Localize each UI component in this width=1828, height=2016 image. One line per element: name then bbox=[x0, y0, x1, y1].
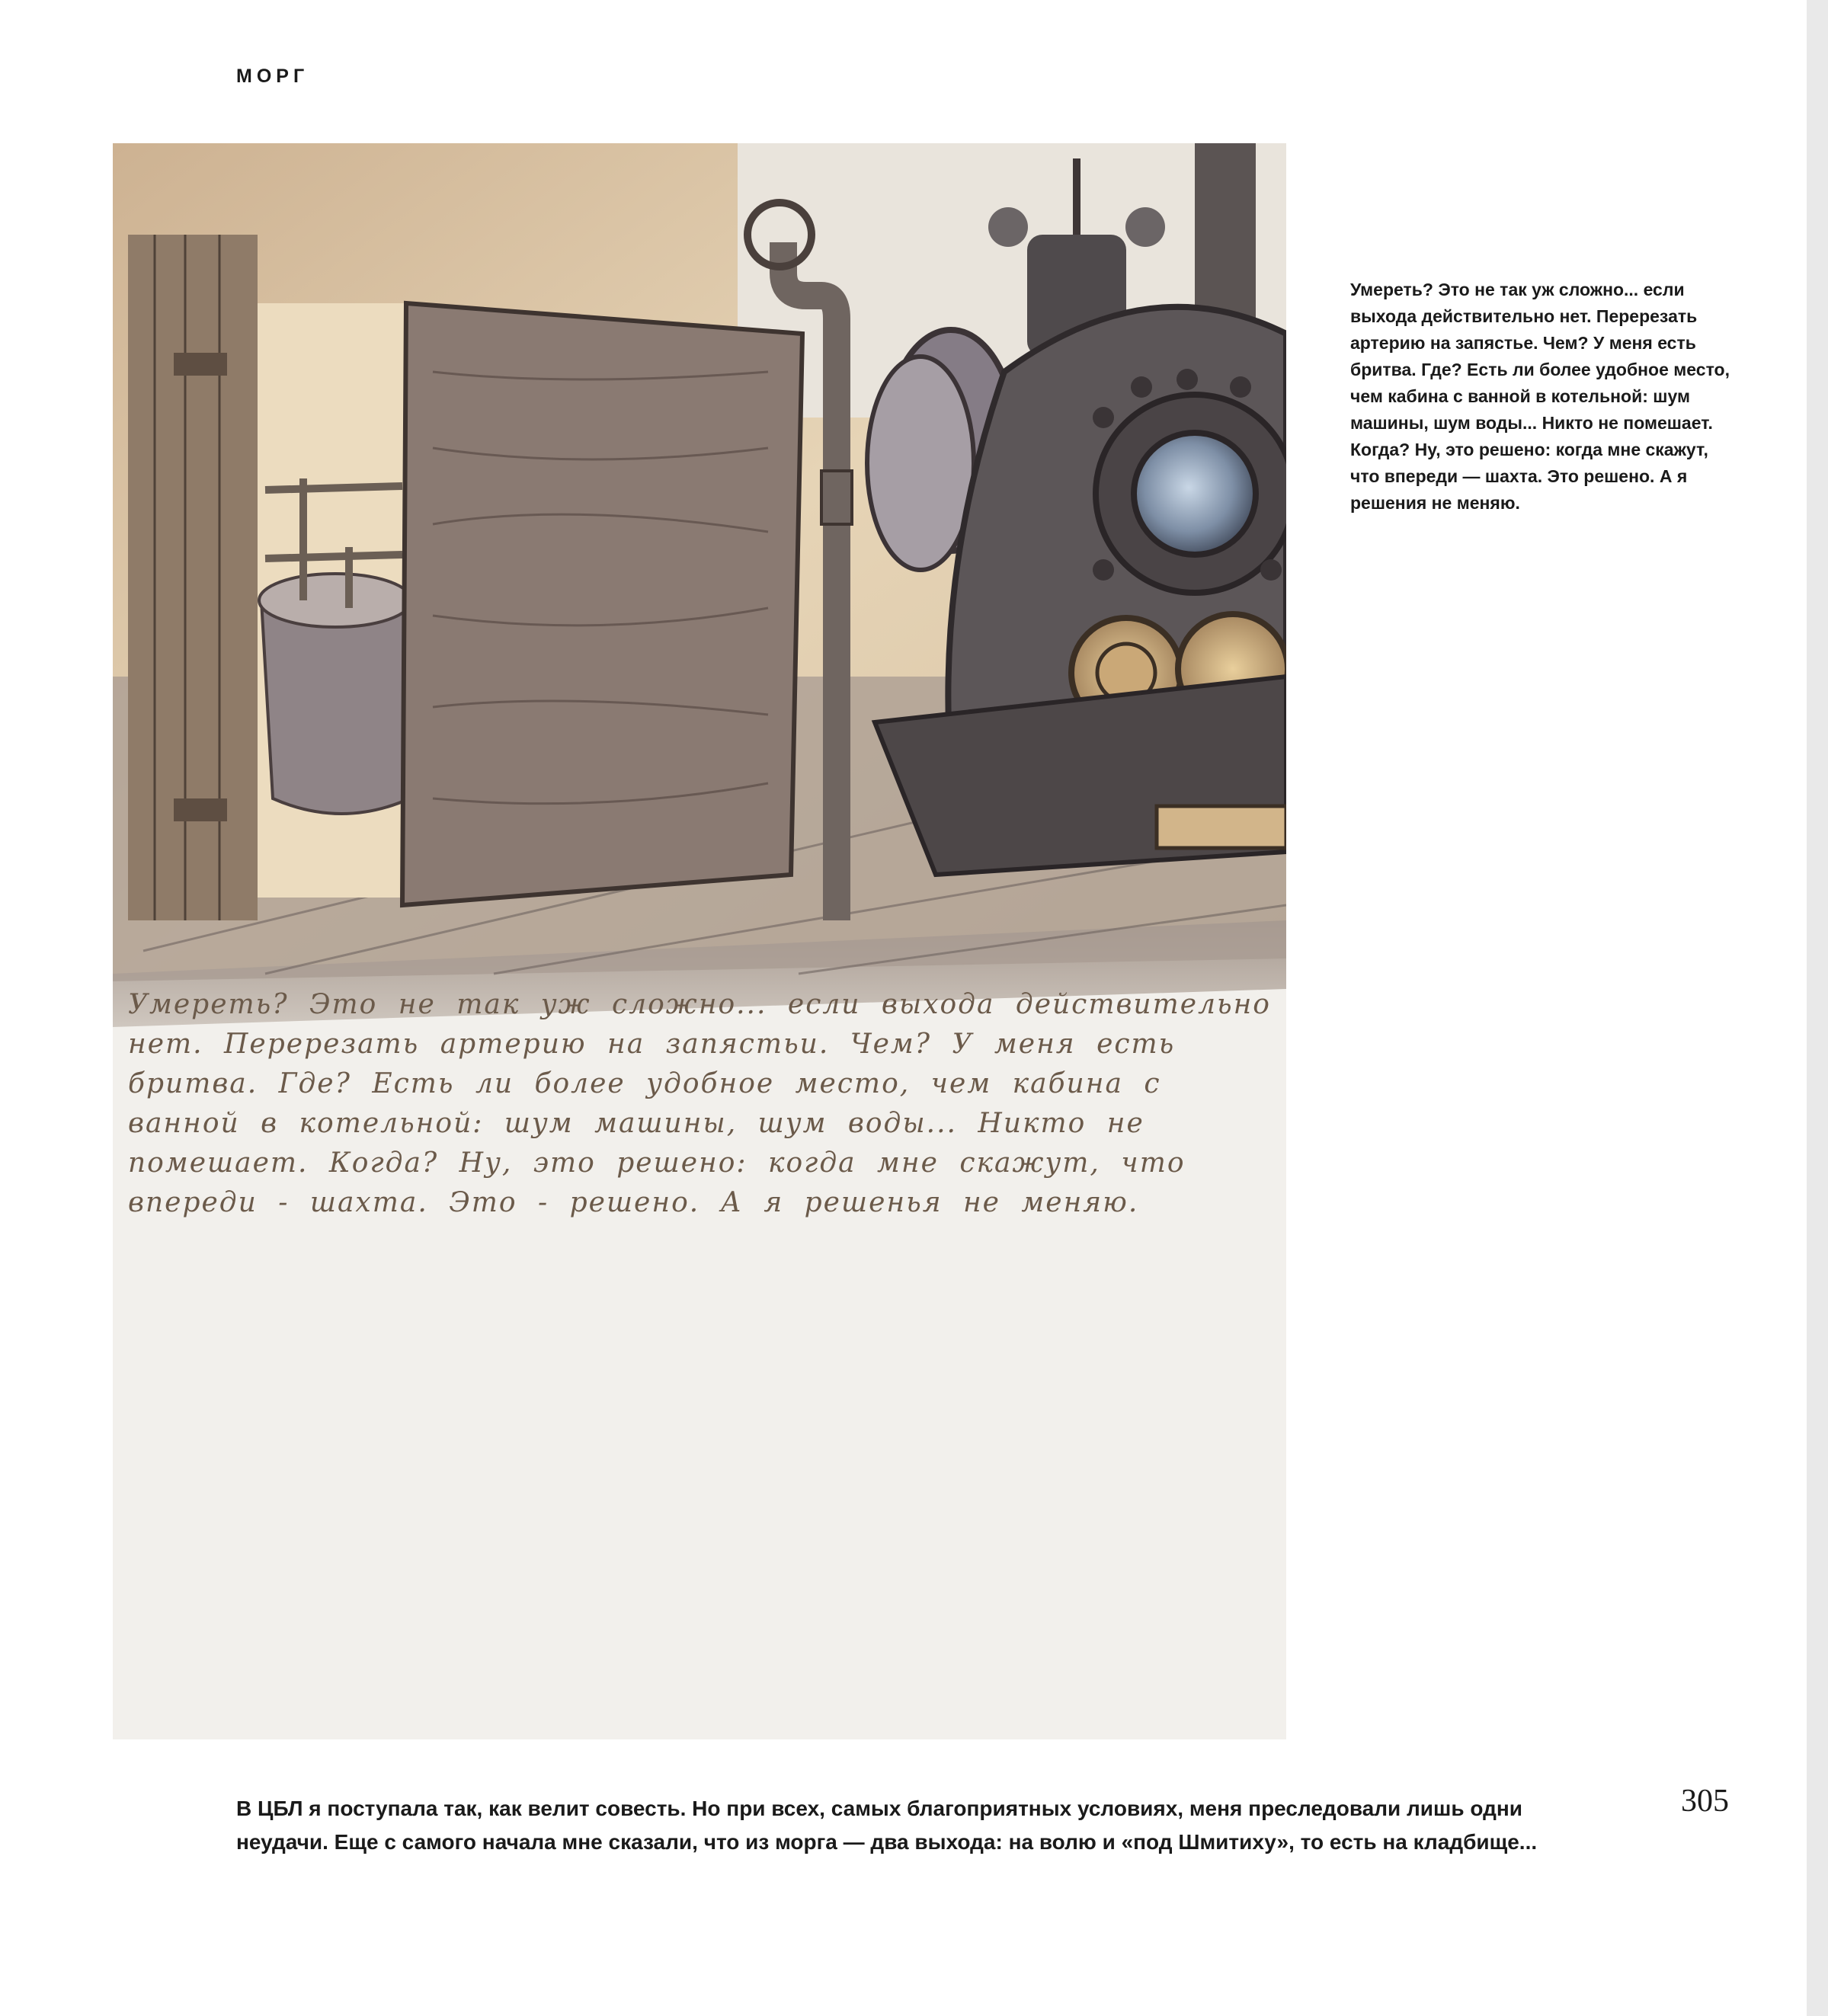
handwritten-caption: Умереть? Это не так уж сложно... если выхода действительно нет. Перерезать артерию на запястьи. Чем? У меня есть бритва. Где? Есть ли более удобное место, чем кабина с ванной в котельной: шум машины, шум воды... Никто не помешает. Когда? Ну, это решено: когда мне скажут, что впереди - шахта. Это - решено. А я решенья не меняю. bbox=[128, 989, 1271, 1218]
page-edge bbox=[1807, 0, 1828, 2016]
sidenote-text: Умереть? Это не так уж сложно... если выхода действительно нет. Перерезать артерию на запястье. Чем? У меня есть бритва. Где? Есть ли более удобное место, чем кабина с ванной в котельной: шум машины, шум воды... Никто не помешает. Когда? Ну, это решено: когда мне скажут, что впереди — шахта. Это решено. А я решения не меняю. bbox=[1350, 280, 1730, 513]
running-head: МОРГ bbox=[236, 66, 309, 87]
page-number: 305 bbox=[1681, 1784, 1729, 1819]
body-paragraph: В ЦБЛ я поступала так, как велит совесть. Но при всех, самых благоприятных условиях, меня преследовали лишь одни неудачи. Еще с самого начала мне сказали, что из морга — два выхода: на волю и «под Шмитиху», то есть на кладбище... bbox=[236, 1797, 1538, 1854]
boiler-room-drawing bbox=[113, 143, 1286, 1739]
illustration bbox=[113, 143, 1286, 1739]
